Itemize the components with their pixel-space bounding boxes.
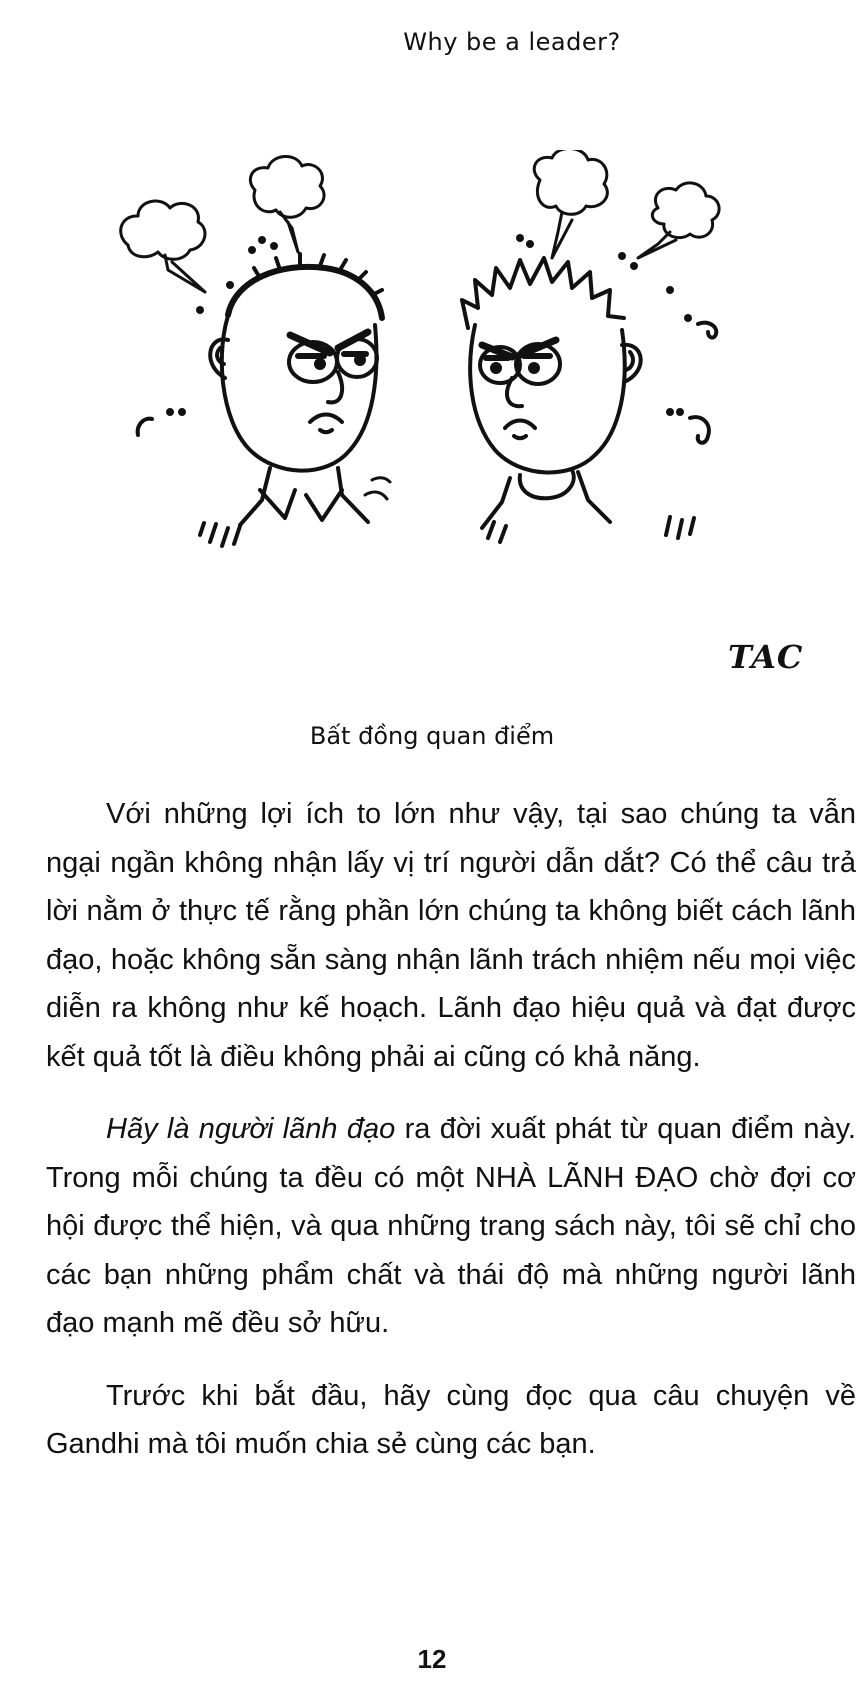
paragraph-3: Trước khi bắt đầu, hãy cùng đọc qua câu chuyện về Gandhi mà tôi muốn chia sẻ cùng các bạn. bbox=[46, 1379, 856, 1460]
book-title-italic: Hãy là người lãnh đạo bbox=[106, 1113, 396, 1145]
paragraph-2-text: ra đời xuất phát từ quan điểm này. Trong mỗi chúng ta đều có một NHÀ LÃNH ĐẠO chờ đợi cơ hội được thể hiện, và qua những trang sách này, tôi sẽ chỉ cho các bạn những phẩm chất và thái độ mà những người lãnh đạo mạnh mẽ đều sở hữu. bbox=[46, 1113, 856, 1339]
left-man-figure bbox=[121, 156, 390, 546]
page-number: 12 bbox=[417, 1644, 447, 1674]
running-header bbox=[0, 28, 864, 56]
artist-signature: TAC bbox=[728, 638, 804, 676]
illustration-caption: Bất đồng quan điểm bbox=[309, 722, 555, 750]
paragraph-2 bbox=[46, 1105, 856, 1348]
right-man-figure bbox=[462, 150, 719, 542]
body-text bbox=[46, 790, 856, 1469]
running-title: Why be a leader? bbox=[403, 28, 621, 56]
paragraph-1: Với những lợi ích to lớn như vậy, tại sao chúng ta vẫn ngại ngần không nhận lấy vị trí người dẫn dắt? Có thể câu trả lời nằm ở thực tế rằng phần lớn chúng ta không biết cách lãnh đạo, hoặc không sẵn sàng nhận lãnh trách nhiệm nếu mọi việc diễn ra không như kế hoạch. Lãnh đạo hiệu quả và đạt được kết quả tốt là điều không phải ai cũng có khả năng. bbox=[46, 798, 856, 1073]
angry-men-illustration bbox=[110, 150, 800, 600]
